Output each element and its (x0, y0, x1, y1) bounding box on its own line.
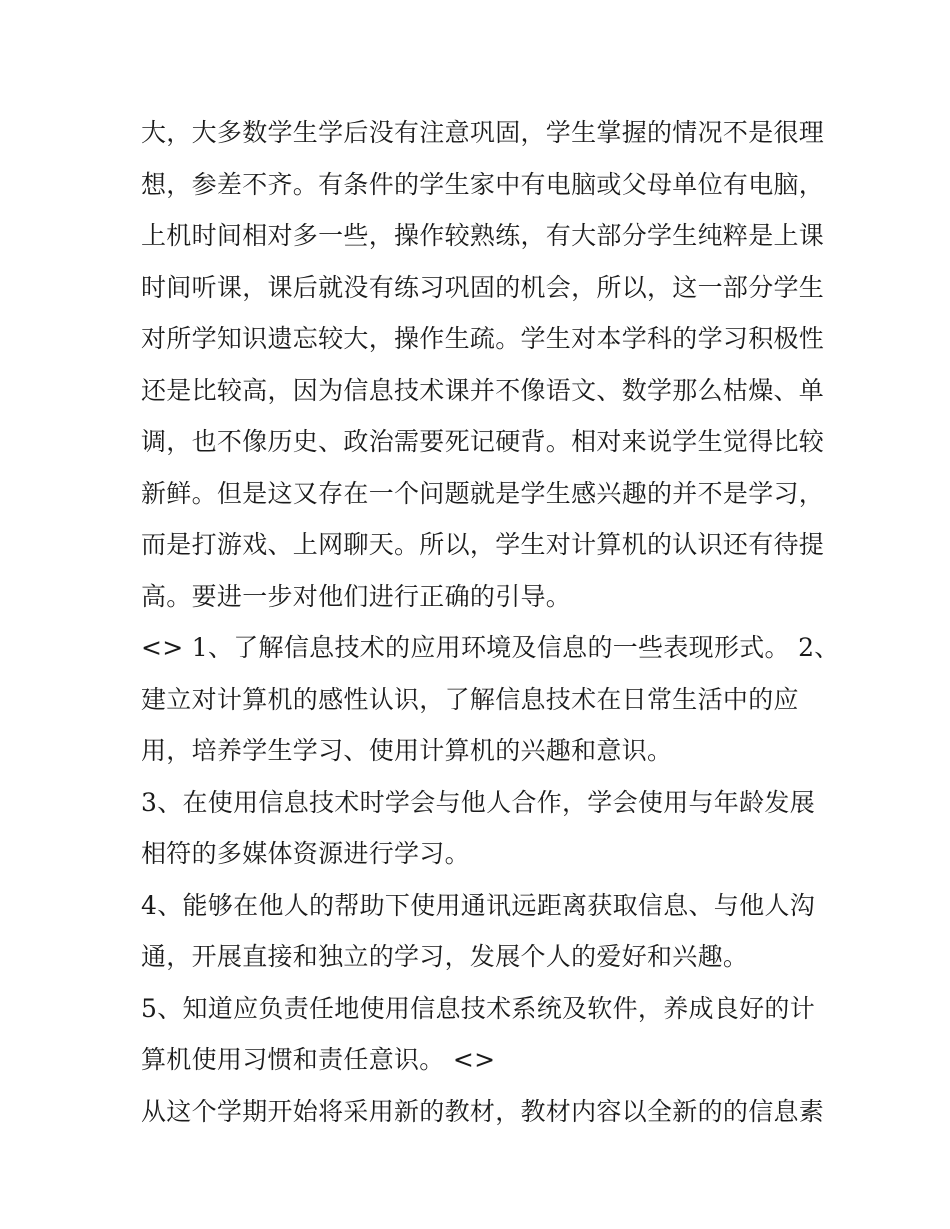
text-line: 调，也不像历史、政治需要死记硬背。相对来说学生觉得比较 (141, 427, 825, 456)
text-line: 上机时间相对多一些，操作较熟练，有大部分学生纯粹是上课 (141, 221, 825, 250)
list-item-line: 用，培养学生学习、使用计算机的兴趣和意识。 (141, 736, 673, 765)
text-line: 从这个学期开始将采用新的教材，教材内容以全新的的信息素 (141, 1096, 825, 1126)
text-line: 新鲜。但是这又存在一个问题就是学生感兴趣的并不是学习， (141, 478, 825, 508)
text-line: 对所学知识遗忘较大，操作生疏。学生对本学科的学习积极性 (141, 324, 825, 353)
list-item-line: 算机使用习惯和责任意识。 <> (141, 1045, 496, 1074)
text-line: 大，大多数学生学后没有注意巩固，学生掌握的情况不是很理 (141, 118, 825, 147)
text-line: 还是比较高，因为信息技术课并不像语文、数学那么枯燥、单 (141, 375, 825, 405)
list-item-line: 3、在使用信息技术时学会与他人合作，学会使用与年龄发展 (141, 787, 816, 817)
body-text (141, 107, 840, 1137)
text-line: 高。要进一步对他们进行正确的引导。 (141, 581, 572, 611)
text-line: 想，参差不齐。有条件的学生家中有电脑或父母单位有电脑， (141, 169, 825, 199)
list-item-line: 相符的多媒体资源进行学习。 (141, 839, 470, 868)
text-line: 时间听课，课后就没有练习巩固的机会，所以，这一部分学生 (141, 272, 825, 302)
list-item-line: 通，开展直接和独立的学习，发展个人的爱好和兴趣。 (141, 942, 749, 971)
list-item-line: 5、知道应负责任地使用信息技术系统及软件，养成良好的计 (141, 993, 816, 1023)
list-item-line: 4、能够在他人的帮助下使用通讯远距离获取信息、与他人沟 (141, 890, 816, 920)
text-line: 而是打游戏、上网聊天。所以，学生对计算机的认识还有待提 (141, 530, 825, 559)
list-item-line: 建立对计算机的感性认识，了解信息技术在日常生活中的应 (141, 684, 799, 714)
list-item-line: <> 1、了解信息技术的应用环境及信息的一些表现形式。 2、 (141, 633, 840, 662)
